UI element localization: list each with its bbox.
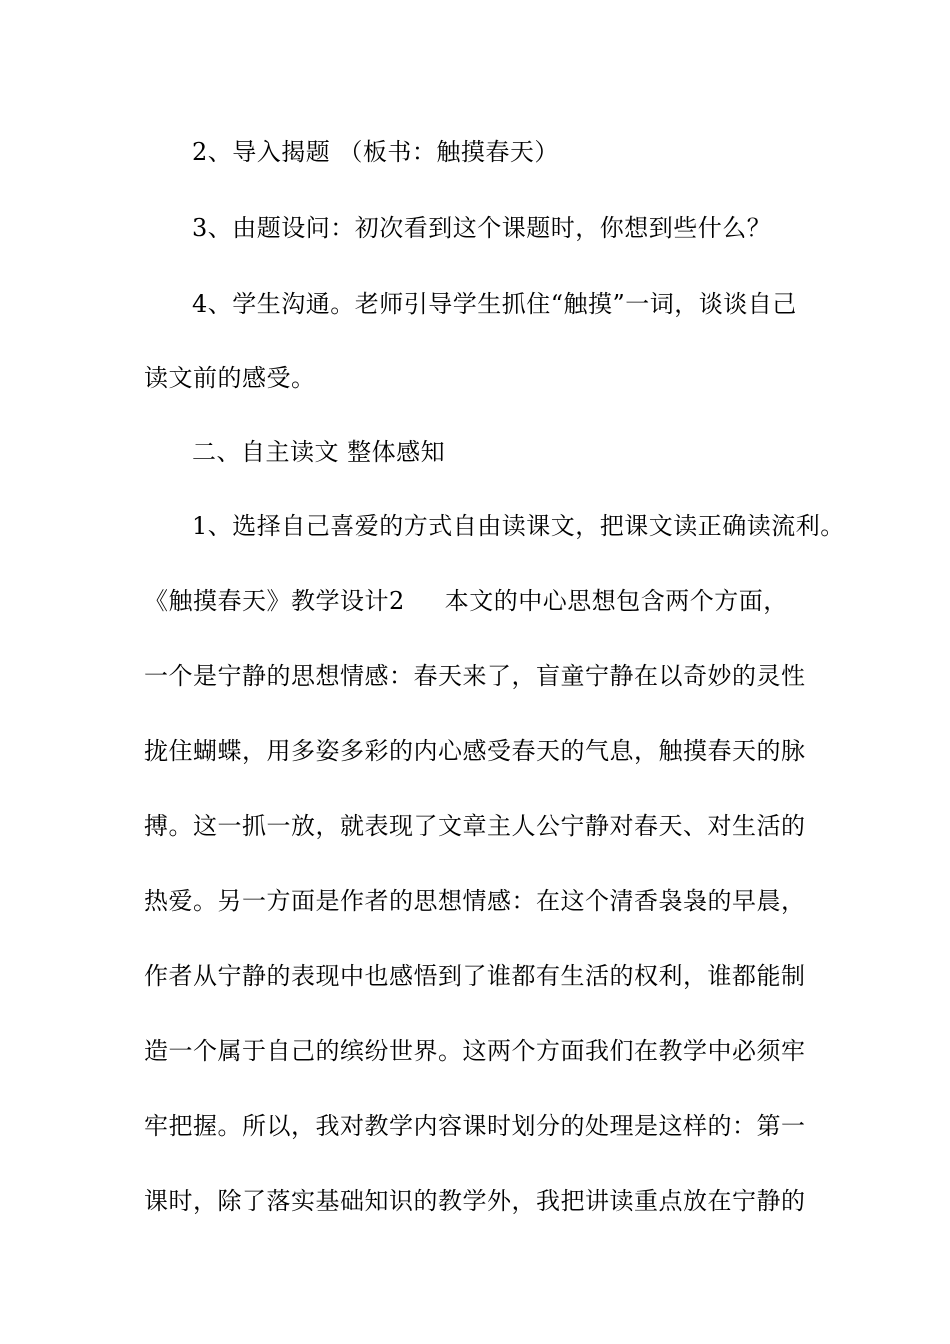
text-line-10: 搏。这一抓一放，就表现了文章主人公宁静对春天、对生活的 — [144, 812, 806, 840]
text-line-1: 2、导入揭题 （板书：触摸春天） — [192, 138, 559, 166]
text-line-13: 造一个属于自己的缤纷世界。这两个方面我们在教学中必须牢 — [144, 1037, 806, 1065]
text-line-9: 拢住蝴蝶，用多姿多彩的内心感受春天的气息，触摸春天的脉 — [144, 737, 806, 765]
text-line-15: 课时，除了落实基础知识的教学外，我把讲读重点放在宁静的 — [144, 1187, 806, 1215]
text-line-7 — [144, 585, 824, 617]
paragraph-start: 本文的中心思想包含两个方面， — [444, 587, 788, 615]
text-line-6: 1、选择自己喜爱的方式自由读课文，把课文读正确读流利。 — [192, 512, 845, 540]
text-line-2: 3、由题设问：初次看到这个课题时，你想到些什么？ — [192, 214, 772, 242]
text-line-3: 4、学生沟通。老师引导学生抓住“触摸”一词，谈谈自己 — [192, 290, 797, 318]
text-line-8: 一个是宁静的思想情感：春天来了，盲童宁静在以奇妙的灵性 — [144, 662, 806, 690]
text-line-4: 读文前的感受。 — [144, 364, 316, 392]
section-heading: 二、自主读文 整体感知 — [192, 438, 446, 466]
document-title: 《触摸春天》教学设计2 — [144, 587, 405, 615]
text-line-11: 热爱。另一方面是作者的思想情感：在这个清香袅袅的早晨， — [144, 887, 806, 915]
text-line-14: 牢把握。所以，我对教学内容课时划分的处理是这样的：第一 — [144, 1112, 806, 1140]
text-line-12: 作者从宁静的表现中也感悟到了谁都有生活的权利，谁都能制 — [144, 962, 806, 990]
